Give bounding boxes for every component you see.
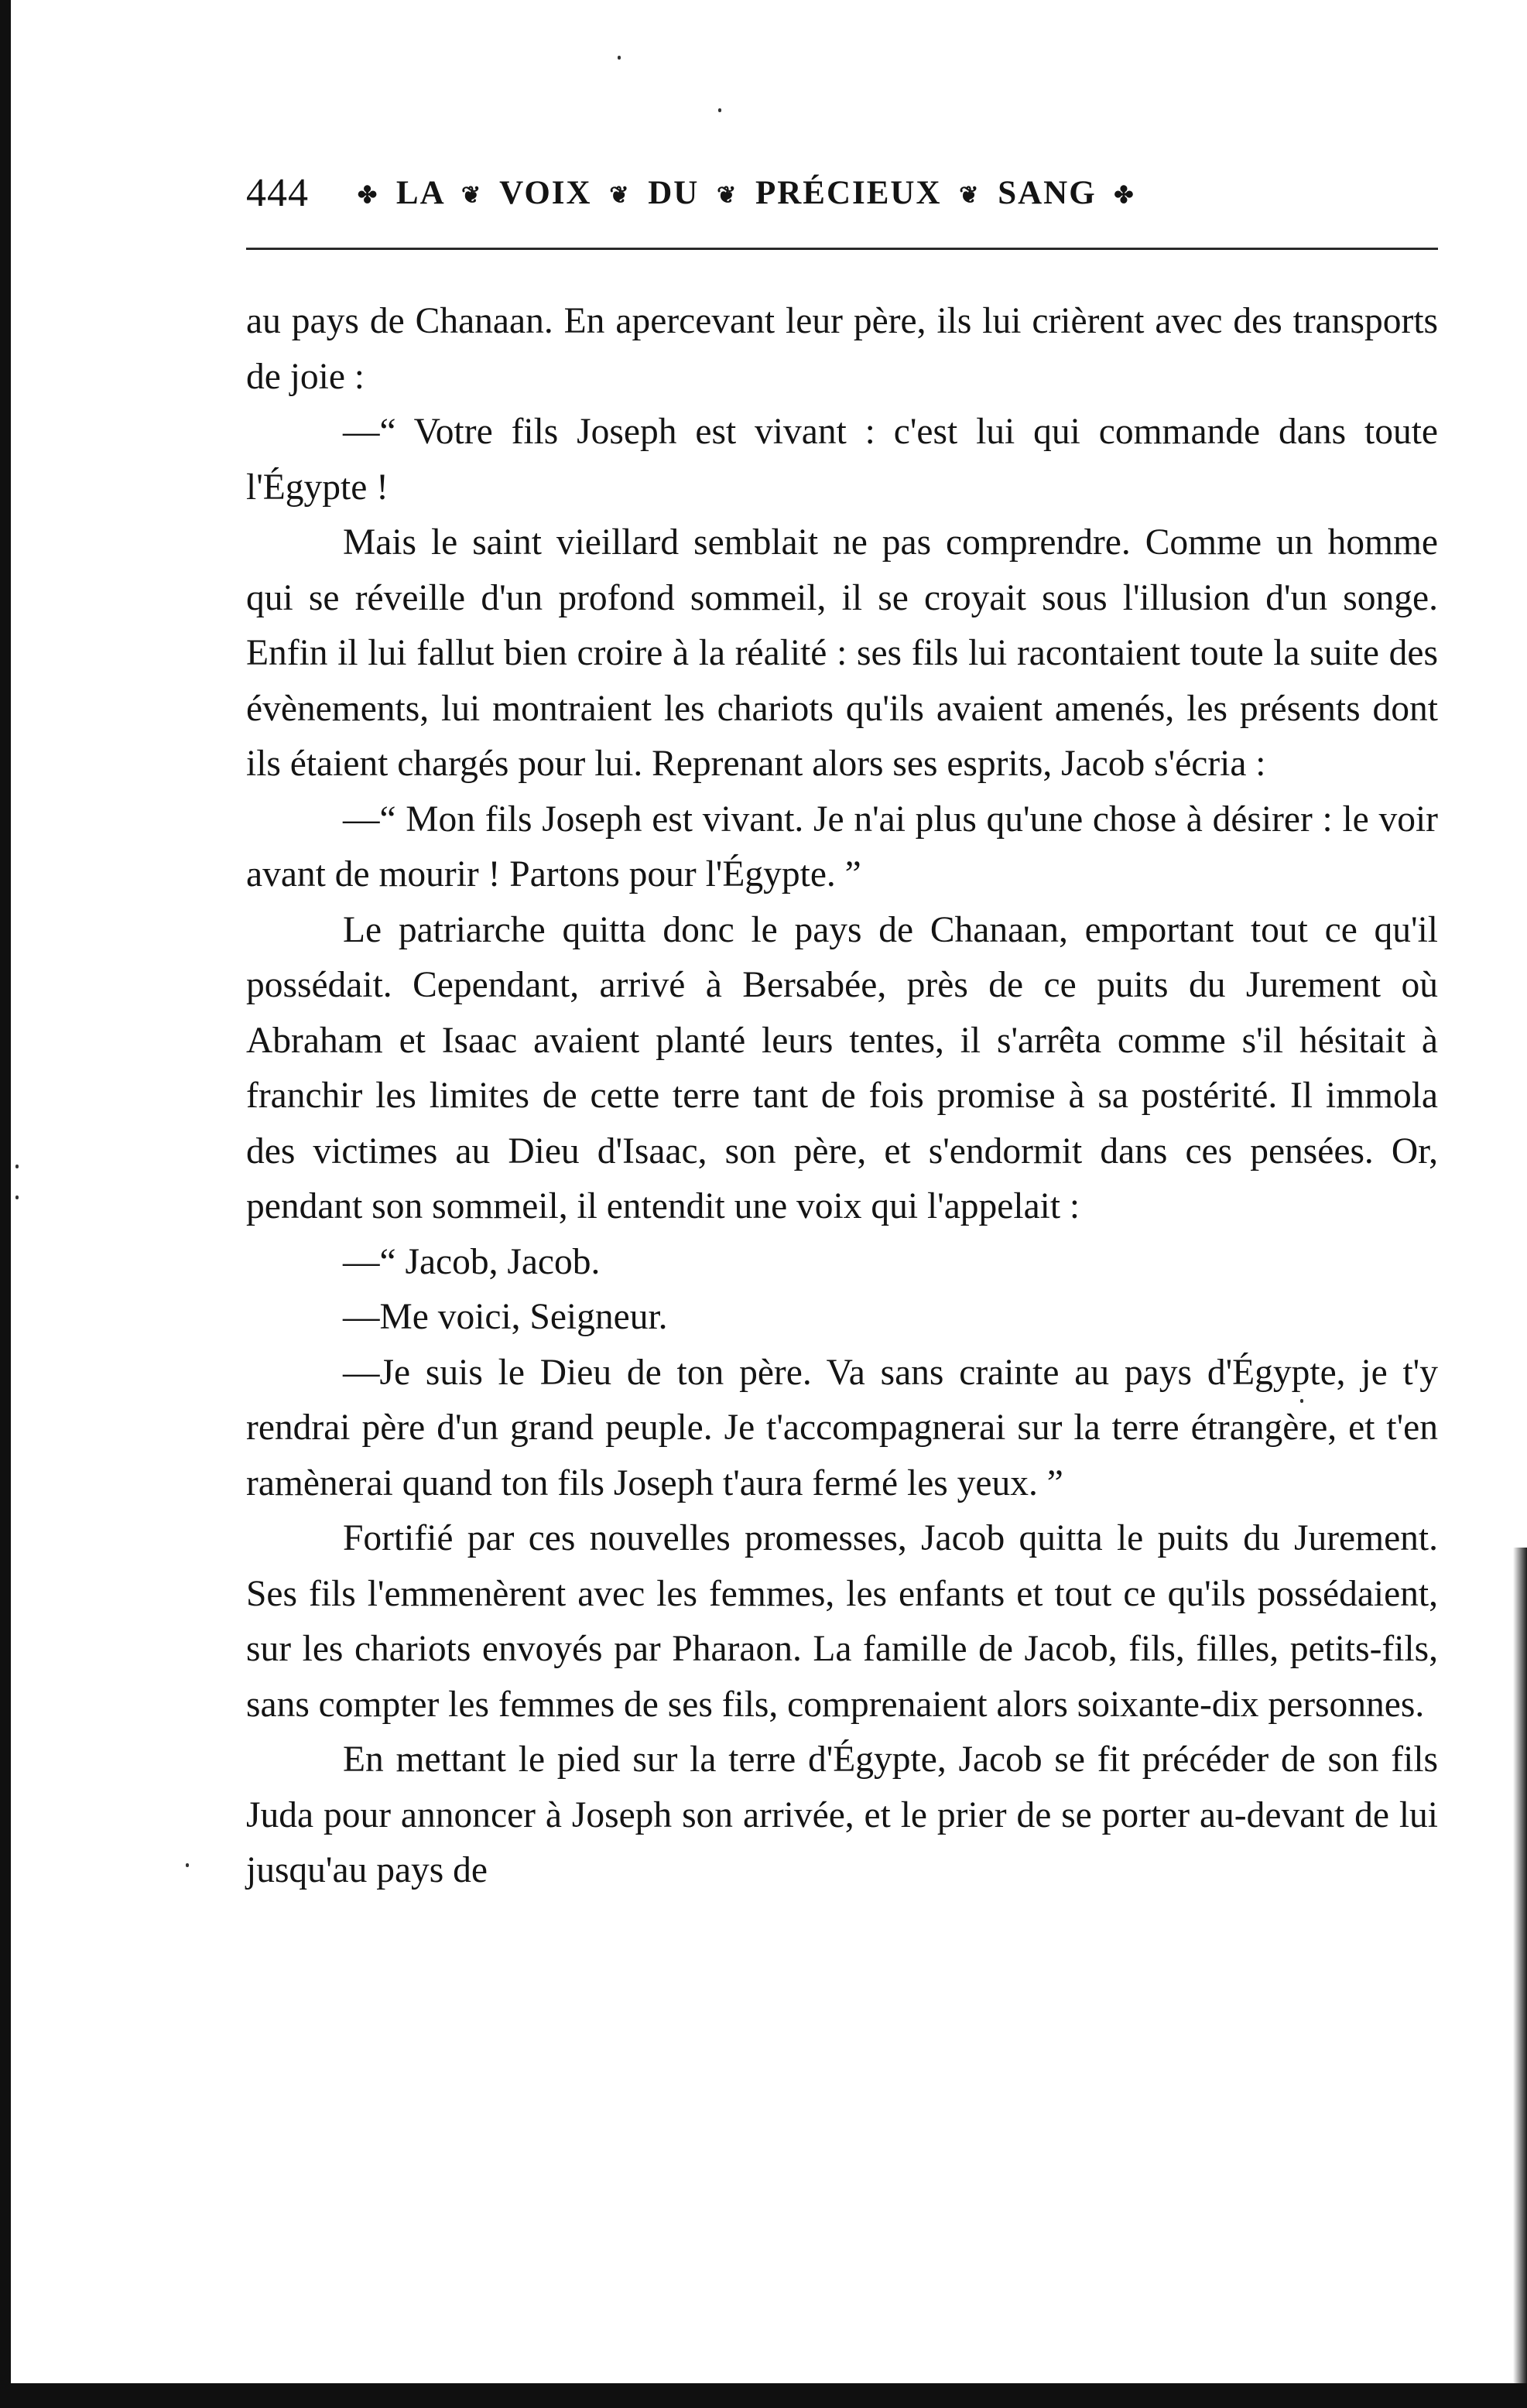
ornament-icon: ✤	[1114, 183, 1135, 209]
header-rule	[246, 248, 1438, 250]
paragraph: —“ Mon fils Joseph est vivant. Je n'ai plus qu'une chose à désirer : le voir avant de mourir ! Partons pour l'Égypte. ”	[246, 799, 1438, 894]
running-title-word: DU	[648, 175, 700, 211]
paragraph: Le patriarche quitta donc le pays de Chanaan, emportant tout ce qu'il possédait. Cependant, arrivé à Bersabée, près de ce puits du Jurement où Abraham et Isaac avaient planté leurs tentes, il s'arrêta comme s'il hésitait à franchir les limites de cette terre tant de fois promise à sa postérité. Il immola des victimes au Dieu d'Isaac, son père, et s'endormit dans ces pensées. Or, pendant son sommeil, il entendit une voix qui l'appelait :	[246, 909, 1438, 1226]
running-title-word: VOIX	[499, 175, 592, 211]
paragraph: au pays de Chanaan. En apercevant leur père, ils lui crièrent avec des transports de joie :	[246, 301, 1438, 397]
paragraph: —Je suis le Dieu de ton père. Va sans crainte au pays d'Égypte, je t'y rendrai père d'un grand peuple. Je t'accompagnerai sur la terre étrangère, et t'en ramènerai quand ton fils Joseph t'aura fermé les yeux. ”	[246, 1352, 1438, 1503]
paragraph: —Me voici, Seigneur.	[343, 1297, 668, 1337]
ornament-icon: ❦	[609, 183, 631, 209]
running-title-word: PRÉCIEUX	[755, 175, 942, 211]
ornament-icon: ❦	[461, 183, 483, 209]
running-title-word: SANG	[998, 175, 1097, 211]
running-title	[354, 166, 1438, 223]
scan-left-edge	[0, 0, 11, 2408]
running-title-word: LA	[395, 175, 444, 211]
ornament-icon: ❦	[717, 183, 738, 209]
ornament-icon: ❦	[959, 183, 981, 209]
paragraph: —“ Jacob, Jacob.	[343, 1241, 601, 1282]
page-number: 444	[246, 171, 309, 215]
paragraph: En mettant le pied sur la terre d'Égypte, Jacob se fit précéder de son fils Juda pour annoncer à Joseph son arrivée, et le prier de se porter au-devant de lui jusqu'au pays de	[246, 1739, 1438, 1890]
body-text	[246, 294, 1438, 1899]
running-header	[246, 166, 1438, 221]
scan-bottom-edge	[0, 2383, 1527, 2408]
scan-right-edge	[1513, 1548, 1527, 2408]
paragraph: Mais le saint vieillard semblait ne pas comprendre. Comme un homme qui se réveille d'un profond sommeil, il se croyait sous l'illusion d'un songe. Enfin il lui fallut bien croire à la réalité : ses fils lui racontaient toute la suite des évènements, lui montraient les chariots qu'ils avaient amenés, les présents dont ils étaient chargés pour lui. Reprenant alors ses esprits, Jacob s'écria :	[246, 522, 1438, 784]
paragraph: —“ Votre fils Joseph est vivant : c'est lui qui commande dans toute l'Égypte !	[246, 412, 1438, 508]
paragraph: Fortifié par ces nouvelles promesses, Jacob quitta le puits du Jurement. Ses fils l'emmenèrent avec les femmes, les enfants et tout ce qu'ils possédaient, sur les chariots envoyés par Pharaon. La famille de Jacob, fils, filles, petits-fils, sans compter les femmes de ses fils, comprenaient alors soixante-dix personnes.	[246, 1518, 1438, 1725]
ornament-icon: ✤	[358, 183, 379, 209]
